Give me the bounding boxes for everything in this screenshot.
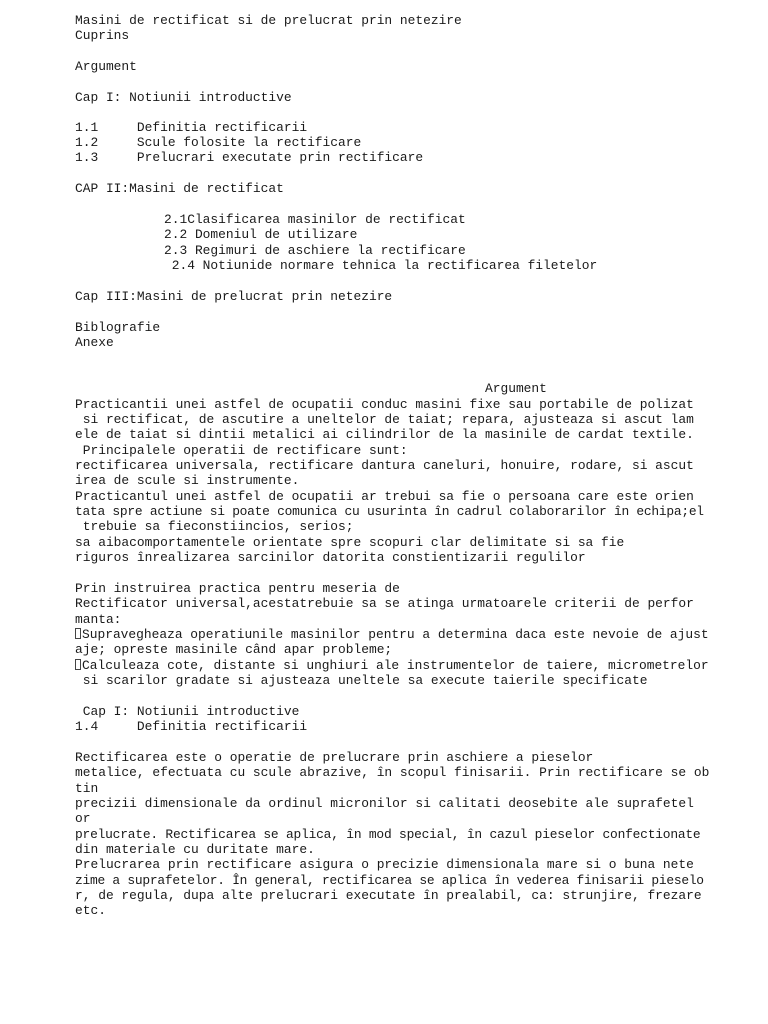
chapter-1-subheading: 1.4 Definitia rectificarii — [75, 719, 308, 734]
toc-heading: Cuprins — [75, 28, 130, 43]
argument-heading: Argument — [485, 381, 547, 396]
body-line: rectificarea universala, rectificare dantura caneluri, honuire, rodare, si ascut — [75, 458, 694, 473]
chapter-1-heading: Cap I: Notiunii introductive — [75, 704, 300, 719]
body-line: manta: — [75, 612, 122, 627]
body-line: din materiale cu duritate mare. — [75, 842, 315, 857]
body-line: Prelucrarea prin rectificare asigura o precizie dimensionala mare si o buna nete — [75, 857, 694, 872]
body-line: prelucrate. Rectificarea se aplica, în mod special, în cazul pieselor confectionate — [75, 827, 701, 842]
toc-chapter-3: Cap III:Masini de prelucrat prin netezire — [75, 289, 393, 304]
criteria-bullet — [75, 627, 709, 642]
bullet-box-icon — [75, 628, 81, 639]
bullet-box-icon — [75, 659, 81, 670]
toc-chapter-2: CAP II:Masini de rectificat — [75, 181, 284, 196]
body-line: aje; opreste masinile când apar probleme; — [75, 642, 393, 657]
toc-chapter-1: Cap I: Notiunii introductive — [75, 90, 292, 105]
document-title: Masini de rectificat si de prelucrat prin netezire — [75, 13, 462, 28]
body-line: ele de taiat si dintii metalici ai cilindrilor de la masinile de cardat textile. — [75, 427, 694, 442]
body-line: r, de regula, dupa alte prelucrari executate în prealabil, ca: strunjire, frezare — [75, 888, 702, 903]
toc-bibliography: Biblografie — [75, 320, 161, 335]
body-line: Practicantii unei astfel de ocupatii conduc masini fixe sau portabile de polizat — [75, 397, 694, 412]
body-line: Principalele operatii de rectificare sunt: — [75, 443, 408, 458]
body-line: tin — [75, 781, 99, 796]
toc-item: 2.4 Notiunide normare tehnica la rectificarea filetelor — [164, 258, 598, 273]
body-line: sa aibacomportamentele orientate spre scopuri clar delimitate si sa fie — [75, 535, 625, 550]
body-line: tata spre actiune si poate comunica cu usurinta în cadrul colaborarilor în echipa;el — [75, 504, 704, 519]
toc-argument: Argument — [75, 59, 137, 74]
body-line: etc. — [75, 903, 106, 918]
toc-item: 1.1 Definitia rectificarii — [75, 120, 308, 135]
body-line: riguros înrealizarea sarcinilor datorita constientizarii regulilor — [75, 550, 586, 565]
body-line: metalice, efectuata cu scule abrazive, în scopul finisarii. Prin rectificare se ob — [75, 765, 710, 780]
bullet-text: Supravegheaza operatiunile masinilor pentru a determina daca este nevoie de ajust — [82, 627, 709, 642]
bullet-text: Calculeaza cote, distante si unghiuri ale instrumentelor de taiere, micrometrelor — [82, 658, 709, 673]
toc-item: 1.2 Scule folosite la rectificare — [75, 135, 362, 150]
toc-item: 2.3 Regimuri de aschiere la rectificare — [164, 243, 466, 258]
toc-annexes: Anexe — [75, 335, 114, 350]
body-line: Practicantul unei astfel de ocupatii ar trebui sa fie o persoana care este orien — [75, 489, 694, 504]
toc-item: 1.3 Prelucrari executate prin rectificare — [75, 150, 424, 165]
body-line: si scarilor gradate si ajusteaza uneltele sa execute taierile specificate — [75, 673, 648, 688]
body-line: irea de scule si instrumente. — [75, 473, 300, 488]
criteria-bullet — [75, 658, 709, 673]
toc-item: 2.2 Domeniul de utilizare — [164, 227, 358, 242]
body-line: or — [75, 811, 91, 826]
body-line: Rectificarea este o operatie de prelucrare prin aschiere a pieselor — [75, 750, 594, 765]
toc-item: 2.1Clasificarea masinilor de rectificat — [164, 212, 466, 227]
body-line: Prin instruirea practica pentru meseria de — [75, 581, 400, 596]
body-line: precizii dimensionale da ordinul micronilor si calitati deosebite ale suprafetel — [75, 796, 694, 811]
body-line: trebuie sa fieconstiincios, serios; — [75, 519, 354, 534]
body-line: si rectificat, de ascutire a uneltelor de taiat; repara, ajusteaza si ascut lam — [75, 412, 694, 427]
body-line: zime a suprafetelor. În general, rectificarea se aplica în vederea finisarii pieselo — [75, 873, 704, 888]
body-line: Rectificator universal,acestatrebuie sa se atinga urmatoarele criterii de perfor — [75, 596, 694, 611]
